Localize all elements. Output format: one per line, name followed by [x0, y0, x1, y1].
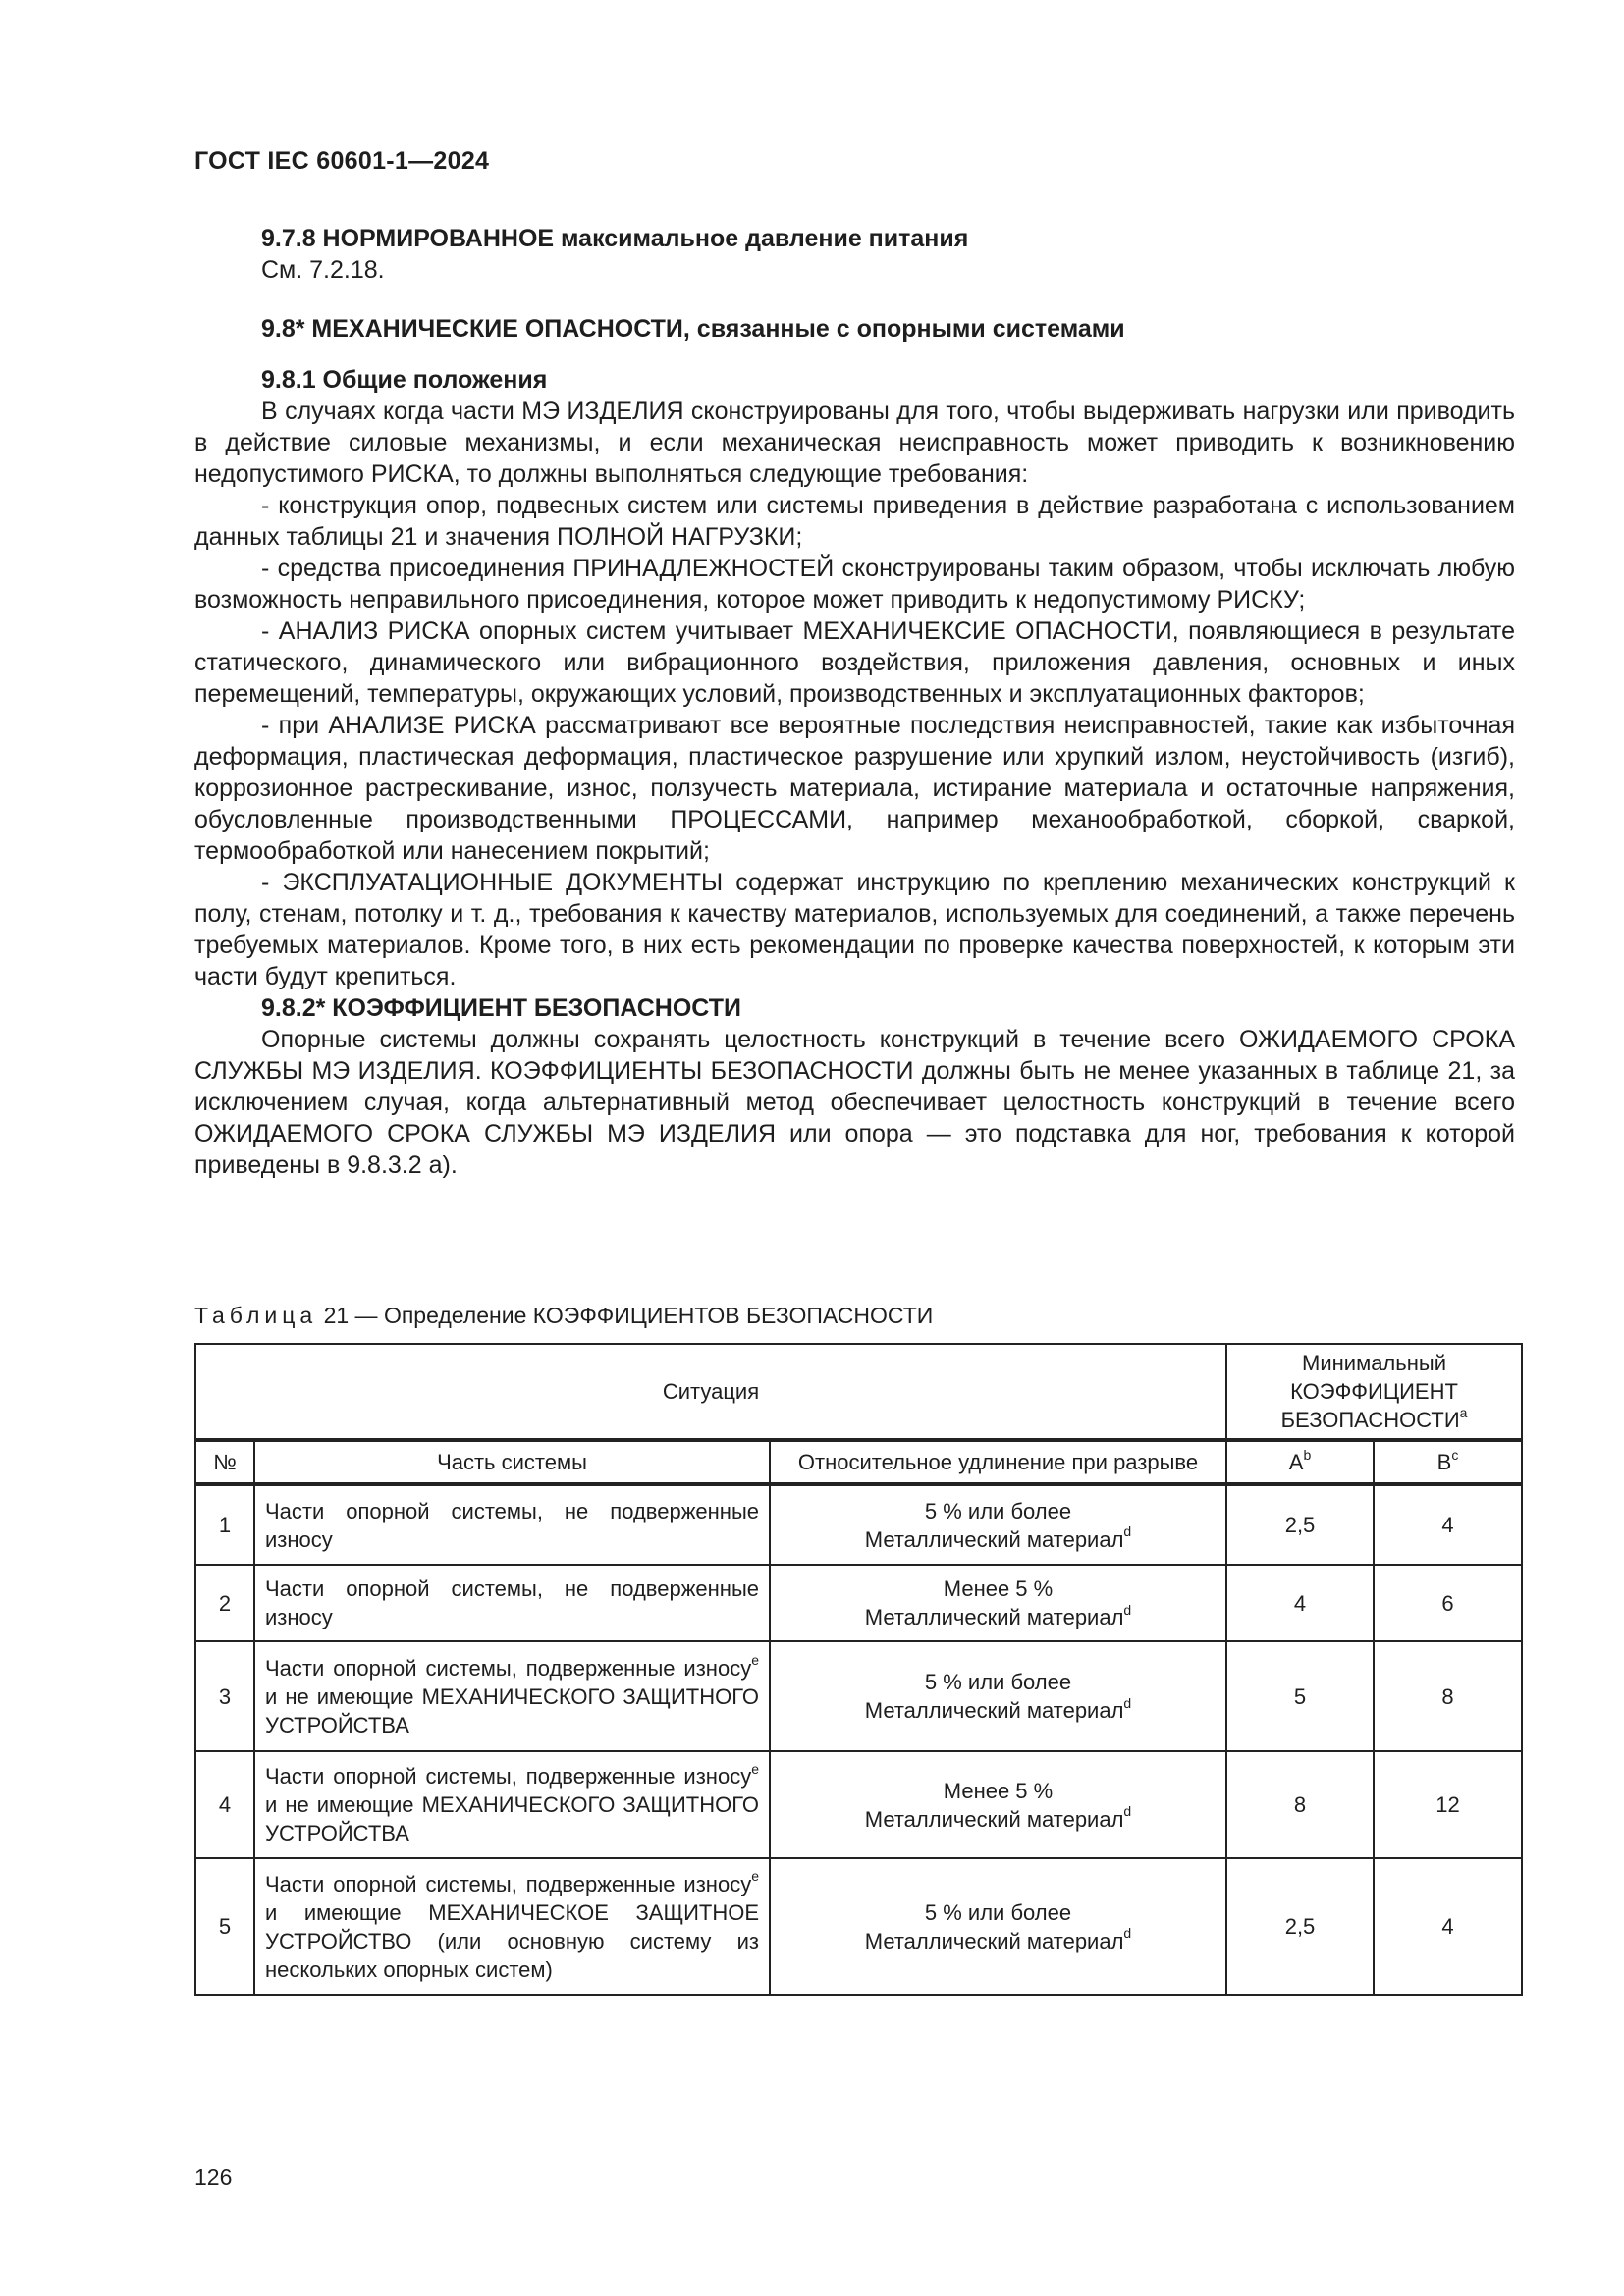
part-text: Части опорной системы, подверженные износу: [265, 1764, 752, 1789]
table-row: [195, 1565, 1522, 1641]
elong-line-2: Металлический материал: [864, 1806, 1124, 1832]
cell-b: 4: [1374, 1484, 1522, 1565]
cell-elongation: [770, 1858, 1226, 1995]
safety-factor-table: [194, 1343, 1523, 1996]
header-min-line-3: БЕЗОПАСНОСТИ: [1280, 1408, 1460, 1432]
header-min-line-2: КОЭФФИЦИЕНТ: [1290, 1379, 1458, 1404]
cell-b: 8: [1374, 1641, 1522, 1751]
header-elongation: Относительное удлинение при разрыве: [770, 1440, 1226, 1484]
footnote-mark: b: [1303, 1446, 1312, 1463]
document-header: ГОСТ IEC 60601-1—2024: [194, 147, 490, 175]
header-situation: Ситуация: [195, 1344, 1226, 1440]
elong-line-1: 5 % или более: [924, 1899, 1072, 1925]
section-9-8-title: 9.8* МЕХАНИЧЕСКИЕ ОПАСНОСТИ, связанные с опорными системами: [261, 315, 1125, 343]
cell-a: 8: [1226, 1751, 1374, 1858]
elong-line-2: Металлический материал: [864, 1928, 1124, 1953]
footnote-mark: a: [1459, 1404, 1468, 1420]
footnote-mark: e: [751, 1760, 759, 1777]
section-9-8-2-title: 9.8.2* КОЭФФИЦИЕНТ БЕЗОПАСНОСТИ: [261, 994, 741, 1022]
cell-b: 4: [1374, 1858, 1522, 1995]
part-text: Части опорной системы, подверженные износу: [265, 1871, 752, 1896]
table-caption-word: Таблица: [194, 1303, 318, 1328]
header-part: Часть системы: [254, 1440, 770, 1484]
header-a-text: A: [1288, 1450, 1304, 1474]
table-row: [195, 1858, 1522, 1995]
footnote-mark: d: [1123, 1523, 1132, 1540]
cell-elongation: [770, 1484, 1226, 1565]
cell-elongation: [770, 1751, 1226, 1858]
cell-no: 3: [195, 1641, 254, 1751]
list-item: - АНАЛИЗ РИСКА опорных систем учитывает МЕХАНИЧЕКСИЕ ОПАСНОСТИ, появляющиеся в результате статического, динамического или вибрационного воздействия, приложения давления, основных и иных перемещений, температуры, окружающих условий, производственных и эксплуатационных факторов;: [194, 617, 1515, 708]
cell-b: 6: [1374, 1565, 1522, 1641]
part-text: Части опорной системы, подверженные износу: [265, 1655, 752, 1681]
cell-a: 2,5: [1226, 1858, 1374, 1995]
part-text: и не имеющие МЕХАНИЧЕСКОГО ЗАЩИТНОГО УСТРОЙСТВА: [265, 1792, 759, 1845]
section-9-8-2-text: Опорные системы должны сохранять целостность конструкций в течение всего ОЖИДАЕМОГО СРОКА СЛУЖБЫ МЭ ИЗДЕЛИЯ. КОЭФФИЦИЕНТЫ БЕЗОПАСНОСТИ должны быть не менее указанных в таблице 21, за исключением случая, когда альтернативный метод обеспечивает целостность конструкций в течение всего ОЖИДАЕМОГО СРОКА СЛУЖБЫ МЭ ИЗДЕЛИЯ или опора — это подставка для ног, требования к которой приведены в 9.8.3.2 а).: [194, 1026, 1515, 1179]
table-caption-text: 21 — Определение КОЭФФИЦИЕНТОВ БЕЗОПАСНОСТИ: [323, 1303, 934, 1328]
cell-part: [254, 1641, 770, 1751]
elong-line-2: Металлический материал: [864, 1698, 1124, 1723]
section-9-8: [194, 313, 1515, 345]
footnote-mark: d: [1123, 1601, 1132, 1618]
section-9-8-1-intro: В случаях когда части МЭ ИЗДЕЛИЯ сконструированы для того, чтобы выдерживать нагрузки или приводить в действие силовые механизмы, и если механическая неисправность может приводить к возникновению недопустимого РИСКА, то должны выполняться следующие требования:: [194, 398, 1515, 488]
cell-no: 5: [195, 1858, 254, 1995]
footnote-mark: d: [1123, 1803, 1132, 1820]
footnote-mark: c: [1451, 1446, 1459, 1463]
list-item: - средства присоединения ПРИНАДЛЕЖНОСТЕЙ сконструированы таким образом, чтобы исключать любую возможность неправильного присоединения, которое может приводить к недопустимому РИСКУ;: [194, 555, 1515, 614]
section-9-7-8: [194, 223, 1515, 286]
section-9-7-8-title: 9.7.8 НОРМИРОВАННОЕ максимальное давление питания: [261, 225, 969, 252]
part-text: и не имеющие МЕХАНИЧЕСКОГО ЗАЩИТНОГО УСТРОЙСТВА: [265, 1683, 759, 1737]
header-b-text: B: [1436, 1450, 1452, 1474]
cell-a: 2,5: [1226, 1484, 1374, 1565]
header-no: №: [195, 1440, 254, 1484]
cell-a: 4: [1226, 1565, 1374, 1641]
table-row: [195, 1484, 1522, 1565]
cell-part: Части опорной системы, не подверженные износу: [254, 1565, 770, 1641]
list-item: - конструкция опор, подвесных систем или системы приведения в действие разработана с использованием данных таблицы 21 и значения ПОЛНОЙ НАГРУЗКИ;: [194, 492, 1515, 551]
list-item: - при АНАЛИЗЕ РИСКА рассматривают все вероятные последствия неисправностей, такие как избыточная деформация, пластическая деформация, пластическое разрушение или хрупкий излом, неустойчивость (изгиб), коррозионное растрескивание, износ, ползучесть материала, истирание материала и остаточные напряжения, обусловленные производственными ПРОЦЕССАМИ, например механообработкой, сборкой, сваркой, термообработкой или нанесением покрытий;: [194, 712, 1515, 865]
cell-part: [254, 1858, 770, 1995]
section-9-8-1-title: 9.8.1 Общие положения: [261, 366, 548, 394]
table-subheader-row: [195, 1440, 1522, 1484]
part-text: и имеющие МЕХАНИЧЕСКОЕ ЗАЩИТНОЕ УСТРОЙСТВО (или основную систему из нескольких опорных систем): [265, 1899, 759, 1982]
table-row: [195, 1751, 1522, 1858]
table-header-row: [195, 1344, 1522, 1440]
header-a: [1226, 1440, 1374, 1484]
section-9-7-8-text: См. 7.2.18.: [261, 256, 385, 284]
footnote-mark: e: [751, 1652, 759, 1669]
page-number: 126: [194, 2164, 233, 2190]
header-min-line-1: Минимальный: [1302, 1351, 1446, 1375]
cell-elongation: [770, 1565, 1226, 1641]
section-9-8-1: [194, 364, 1515, 1181]
cell-elongation: [770, 1641, 1226, 1751]
cell-b: 12: [1374, 1751, 1522, 1858]
footnote-mark: e: [751, 1868, 759, 1885]
cell-a: 5: [1226, 1641, 1374, 1751]
footnote-mark: d: [1123, 1694, 1132, 1711]
elong-line-1: Менее 5 %: [943, 1576, 1054, 1601]
elong-line-1: 5 % или более: [924, 1670, 1072, 1694]
header-min-factor: [1226, 1344, 1522, 1440]
cell-no: 4: [195, 1751, 254, 1858]
cell-part: [254, 1751, 770, 1858]
cell-no: 1: [195, 1484, 254, 1565]
elong-line-2: Металлический материал: [864, 1526, 1124, 1552]
cell-no: 2: [195, 1565, 254, 1641]
table-caption: [194, 1303, 933, 1329]
elong-line-2: Металлический материал: [864, 1605, 1124, 1629]
table-row: [195, 1641, 1522, 1751]
cell-part: Части опорной системы, не подверженные износу: [254, 1484, 770, 1565]
header-b: [1374, 1440, 1522, 1484]
elong-line-1: Менее 5 %: [943, 1778, 1054, 1803]
footnote-mark: d: [1123, 1925, 1132, 1942]
elong-line-1: 5 % или более: [924, 1498, 1072, 1523]
list-item: - ЭКСПЛУАТАЦИОННЫЕ ДОКУМЕНТЫ содержат инструкцию по креплению механических конструкций к полу, стенам, потолку и т. д., требования к качеству материалов, используемых для соединений, а также перечень требуемых материалов. Кроме того, в них есть рекомендации по проверке качества поверхностей, к которым эти части будут крепиться.: [194, 869, 1515, 990]
